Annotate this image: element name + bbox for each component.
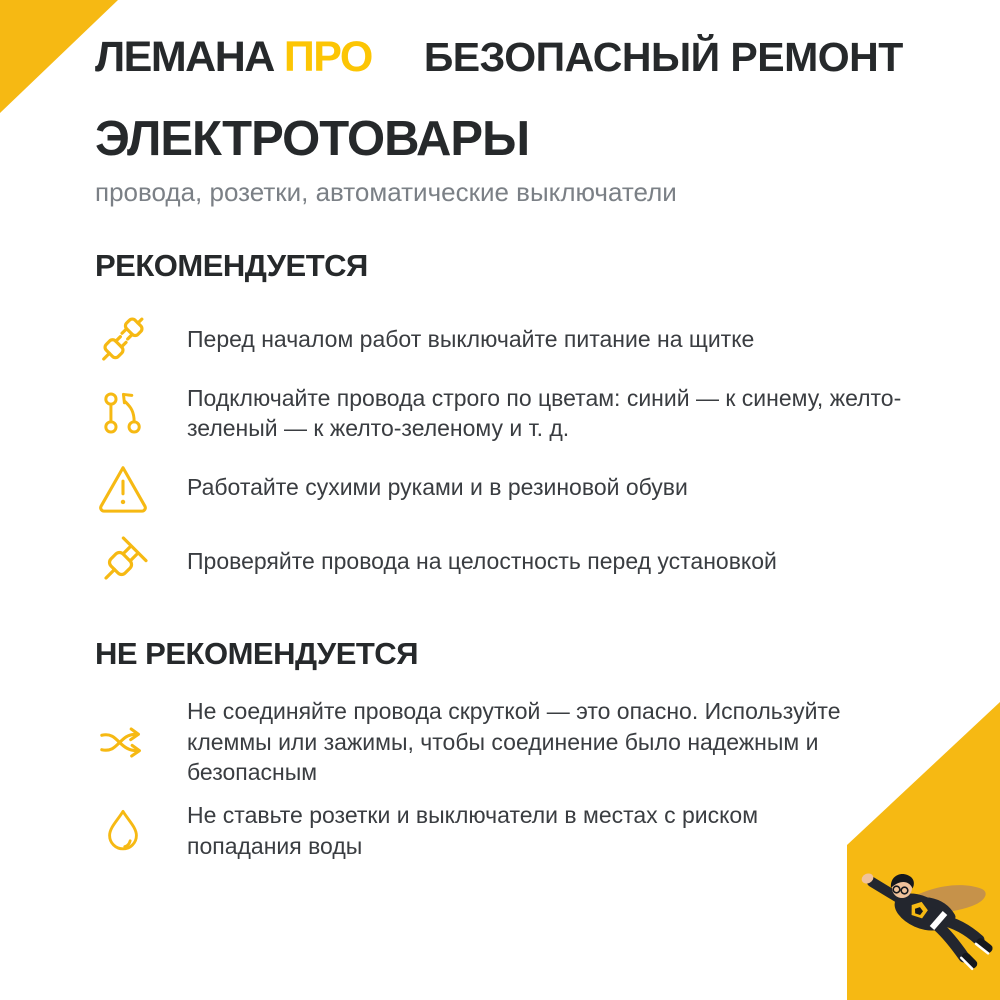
wires-by-color-icon	[95, 385, 151, 441]
brand-name-accent: ПРО	[283, 33, 372, 81]
flying-handyman-mascot	[845, 858, 995, 973]
list-item	[95, 800, 905, 862]
water-drop-icon	[95, 803, 151, 859]
item-text: Не ставьте розетки и выключатели в местах с риском попадания воды	[187, 802, 759, 859]
page-title: ЭЛЕКТРОТОВАРЫ	[95, 112, 530, 167]
brand-name: ЛЕМАНА	[95, 33, 274, 81]
list-item	[95, 530, 905, 592]
twisted-wires-icon	[95, 714, 151, 770]
page-subtitle: провода, розетки, автоматические выключатели	[95, 177, 677, 208]
item-text: Подключайте провода строго по цветам: синий — к синему, желто-зеленый — к желто-зеленому и т. д.	[187, 384, 902, 442]
unplugged-plugs-icon	[95, 311, 151, 367]
item-text: Проверяйте провода на целостность перед установкой	[187, 547, 777, 574]
header	[95, 34, 905, 81]
list-item	[95, 382, 905, 444]
section-heading-recommended: РЕКОМЕНДУЕТСЯ	[95, 248, 368, 284]
section-not-recommended	[95, 636, 905, 862]
section-heading-not-recommended: НЕ РЕКОМЕНДУЕТСЯ	[95, 636, 418, 672]
item-text: Перед началом работ выключайте питание на щитке	[187, 325, 755, 352]
campaign-title: БЕЗОПАСНЫЙ РЕМОНТ	[423, 34, 903, 81]
list-item	[95, 696, 905, 788]
warning-triangle-icon	[95, 459, 151, 515]
item-text: Работайте сухими руками и в резиновой обуви	[187, 473, 688, 500]
list-item	[95, 456, 905, 518]
plug-icon	[95, 533, 151, 589]
list-item	[95, 308, 905, 370]
section-recommended	[95, 248, 905, 592]
item-text: Не соединяйте провода скруткой — это опасно. Используйте клеммы или зажимы, чтобы соединение было надежным и безопасным	[187, 698, 841, 786]
brand-logo	[95, 34, 372, 81]
